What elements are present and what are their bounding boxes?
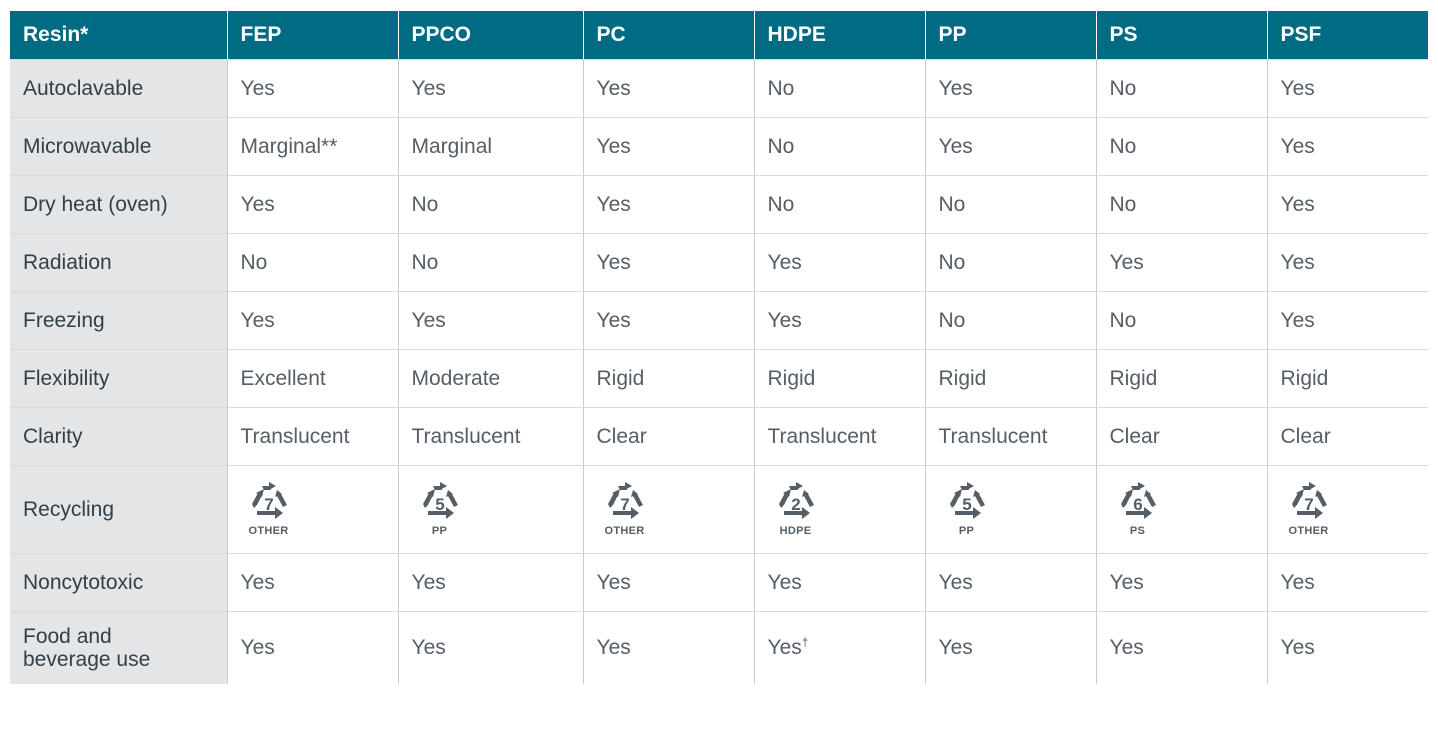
table-cell: Translucent	[925, 408, 1096, 466]
row-autoclavable	[10, 60, 1428, 118]
svg-text:7: 7	[1303, 494, 1314, 514]
recycling-abbr: HDPE	[779, 524, 812, 537]
row-clarity	[10, 408, 1428, 466]
recycling-cell	[1267, 466, 1428, 554]
recycling-symbol-icon	[1280, 480, 1338, 524]
table-cell: No	[1096, 60, 1267, 118]
svg-text:7: 7	[619, 494, 630, 514]
table-cell: Yes	[1267, 554, 1428, 612]
table-cell: Yes	[1267, 234, 1428, 292]
table-cell: Translucent	[227, 408, 398, 466]
recycling-cell	[398, 466, 583, 554]
svg-text:2: 2	[790, 494, 801, 514]
table-cell: No	[925, 234, 1096, 292]
dagger-footnote-mark: †	[801, 634, 809, 649]
row-label: Autoclavable	[10, 60, 227, 118]
table-cell: Excellent	[227, 350, 398, 408]
recycling-code	[934, 480, 1000, 537]
table-cell: No	[227, 234, 398, 292]
recycling-cell	[583, 466, 754, 554]
table-cell: Yes	[925, 118, 1096, 176]
table-cell: Yes	[398, 60, 583, 118]
table-cell: No	[1096, 176, 1267, 234]
header-hdpe: HDPE	[754, 11, 925, 60]
row-flexibility	[10, 350, 1428, 408]
table-cell: No	[925, 176, 1096, 234]
recycling-symbol-icon	[938, 480, 996, 524]
table-cell: Clear	[1267, 408, 1428, 466]
row-label: Radiation	[10, 234, 227, 292]
table-cell: No	[925, 292, 1096, 350]
table-cell: No	[754, 176, 925, 234]
table-cell: Yes	[925, 612, 1096, 684]
row-label	[10, 612, 227, 684]
table-cell: Clear	[1096, 408, 1267, 466]
recycling-code	[592, 480, 658, 537]
row-label: Dry heat (oven)	[10, 176, 227, 234]
table-cell: Yes	[583, 176, 754, 234]
table-cell: Rigid	[583, 350, 754, 408]
recycling-code	[236, 480, 302, 537]
row-label: Clarity	[10, 408, 227, 466]
table-cell: Marginal**	[227, 118, 398, 176]
svg-text:5: 5	[961, 494, 972, 514]
table-cell: Rigid	[754, 350, 925, 408]
table-header-row	[10, 11, 1428, 60]
row-microwavable	[10, 118, 1428, 176]
svg-text:6: 6	[1132, 494, 1143, 514]
row-noncytotoxic	[10, 554, 1428, 612]
row-food-beverage	[10, 612, 1428, 684]
recycling-symbol-icon	[596, 480, 654, 524]
table-cell: Yes	[398, 292, 583, 350]
recycling-abbr: OTHER	[604, 524, 645, 537]
table-cell: Yes	[925, 554, 1096, 612]
table-cell: Rigid	[925, 350, 1096, 408]
table-cell: Marginal	[398, 118, 583, 176]
table-cell: Yes	[1096, 612, 1267, 684]
table-cell: Yes	[583, 612, 754, 684]
table-cell: Clear	[583, 408, 754, 466]
header-pc: PC	[583, 11, 754, 60]
table-cell: Rigid	[1267, 350, 1428, 408]
recycling-cell	[1096, 466, 1267, 554]
table-cell: Yes	[754, 554, 925, 612]
table-cell: Yes	[227, 554, 398, 612]
table-cell: No	[398, 234, 583, 292]
row-radiation	[10, 234, 1428, 292]
table-cell: Yes	[227, 176, 398, 234]
recycling-abbr: PP	[431, 524, 448, 537]
table-cell: Yes	[925, 60, 1096, 118]
table-cell: No	[1096, 292, 1267, 350]
table-cell: No	[754, 60, 925, 118]
recycling-cell	[925, 466, 1096, 554]
recycling-abbr: PS	[1129, 524, 1146, 537]
row-freezing	[10, 292, 1428, 350]
header-ps: PS	[1096, 11, 1267, 60]
table-cell: Yes	[398, 612, 583, 684]
resin-properties-table	[10, 11, 1428, 684]
table-cell: Yes	[1267, 118, 1428, 176]
table-cell: Translucent	[754, 408, 925, 466]
table-cell	[754, 612, 925, 684]
table-cell: No	[754, 118, 925, 176]
row-recycling	[10, 466, 1428, 554]
table-cell: Yes	[583, 60, 754, 118]
recycling-code	[1276, 480, 1342, 537]
table-cell: Yes	[1267, 612, 1428, 684]
table-cell: Yes	[583, 292, 754, 350]
header-resin: Resin*	[10, 11, 227, 60]
table-cell: No	[398, 176, 583, 234]
recycling-abbr: OTHER	[248, 524, 289, 537]
table-cell: Yes	[1096, 234, 1267, 292]
recycling-code	[1105, 480, 1171, 537]
table-cell: Yes	[398, 554, 583, 612]
table-cell: Yes	[227, 612, 398, 684]
recycling-symbol-icon	[767, 480, 825, 524]
recycling-cell	[227, 466, 398, 554]
row-label: Recycling	[10, 466, 227, 554]
table-cell: Translucent	[398, 408, 583, 466]
table-cell: Yes	[754, 234, 925, 292]
recycling-symbol-icon	[240, 480, 298, 524]
row-label: Microwavable	[10, 118, 227, 176]
table-cell: Yes	[1096, 554, 1267, 612]
recycling-abbr: PP	[958, 524, 975, 537]
recycling-abbr: OTHER	[1288, 524, 1329, 537]
table-cell: No	[1096, 118, 1267, 176]
table-cell: Yes	[1267, 292, 1428, 350]
header-psf: PSF	[1267, 11, 1428, 60]
recycling-symbol-icon	[411, 480, 469, 524]
header-pp: PP	[925, 11, 1096, 60]
svg-text:5: 5	[434, 494, 445, 514]
recycling-code	[763, 480, 829, 537]
table-cell: Yes	[583, 234, 754, 292]
row-label: Flexibility	[10, 350, 227, 408]
table-cell: Moderate	[398, 350, 583, 408]
table-cell: Rigid	[1096, 350, 1267, 408]
table-cell: Yes	[227, 60, 398, 118]
table-cell: Yes	[1267, 176, 1428, 234]
row-label: Noncytotoxic	[10, 554, 227, 612]
header-fep: FEP	[227, 11, 398, 60]
svg-text:7: 7	[263, 494, 274, 514]
row-label-line1: Food and	[23, 624, 112, 648]
cell-value: Yes	[767, 635, 802, 659]
recycling-symbol-icon	[1109, 480, 1167, 524]
header-ppco: PPCO	[398, 11, 583, 60]
row-dry-heat	[10, 176, 1428, 234]
recycling-cell	[754, 466, 925, 554]
row-label: Freezing	[10, 292, 227, 350]
row-label-line2: beverage use	[23, 647, 151, 671]
table-cell: Yes	[227, 292, 398, 350]
recycling-code	[407, 480, 473, 537]
table-cell: Yes	[754, 292, 925, 350]
table-cell: Yes	[583, 118, 754, 176]
table-cell: Yes	[583, 554, 754, 612]
table-cell: Yes	[1267, 60, 1428, 118]
